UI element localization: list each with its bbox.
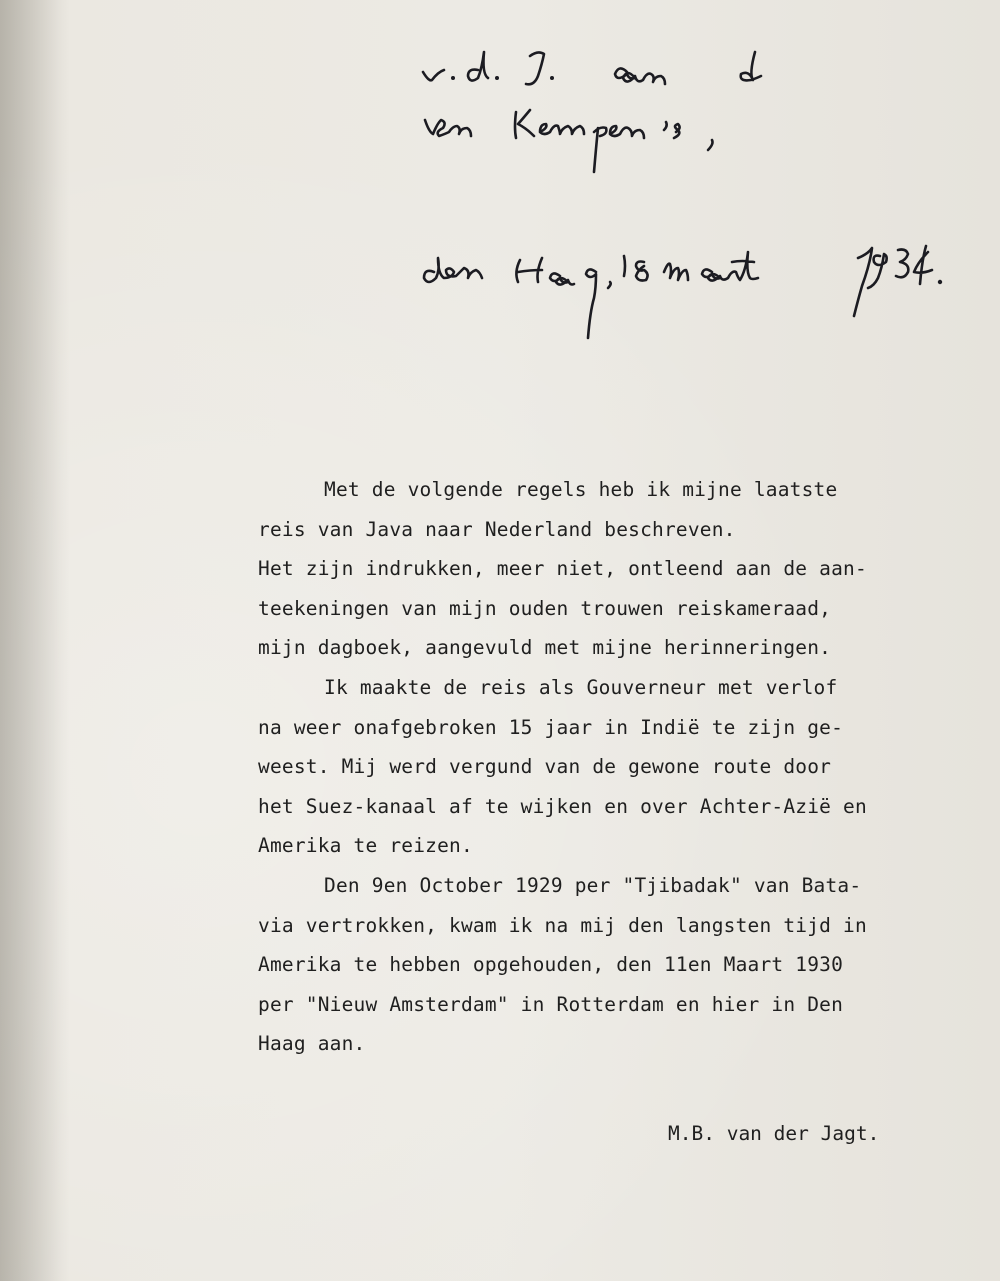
paragraph-line: Amerika te hebben opgehouden, den 11en Maart 1930 — [258, 953, 844, 977]
paragraph-line: Met de volgende regels heb ik mijne laatste — [324, 478, 838, 501]
handwritten-inscription — [0, 0, 1000, 360]
paragraph-line: Haag aan. — [258, 1032, 366, 1056]
paragraph-3 — [258, 872, 918, 1070]
paragraph-line: mijn dagboek, aangevuld met mijne herinneringen. — [258, 636, 832, 660]
paragraph-line: Het zijn indrukken, meer niet, ontleend aan de aan- — [258, 557, 867, 581]
handwriting-line-3 — [424, 246, 942, 338]
typed-signature: M.B. van der Jagt. — [668, 1122, 880, 1145]
paragraph-line: weest. Mij werd vergund van de gewone route door — [258, 755, 832, 779]
handwriting-line-2 — [425, 110, 713, 172]
paragraph-line: na weer onafgebroken 15 jaar in Indië te zijn ge- — [258, 715, 844, 739]
paragraph-1 — [258, 476, 918, 674]
paragraph-line: per "Nieuw Amsterdam" in Rotterdam en hier in Den — [258, 992, 844, 1016]
handwriting-line-1 — [423, 52, 761, 84]
paragraph-2 — [258, 674, 918, 872]
paragraph-line: Amerika te reizen. — [258, 834, 473, 858]
handwriting-drawing — [0, 0, 1000, 360]
typewritten-body — [258, 476, 918, 1070]
paragraph-line: het Suez-kanaal af te wijken en over Achter-Azië en — [258, 794, 867, 818]
paragraph-line: via vertrokken, kwam ik na mij den langsten tijd in — [258, 913, 867, 937]
paragraph-line: teekeningen van mijn ouden trouwen reiskameraad, — [258, 596, 832, 620]
paragraph-line: Den 9en October 1929 per "Tjibadak" van Bata- — [324, 873, 862, 897]
paragraph-line: reis van Java naar Nederland beschreven. — [258, 517, 736, 541]
paragraph-line: Ik maakte de reis als Gouverneur met verlof — [324, 675, 838, 699]
